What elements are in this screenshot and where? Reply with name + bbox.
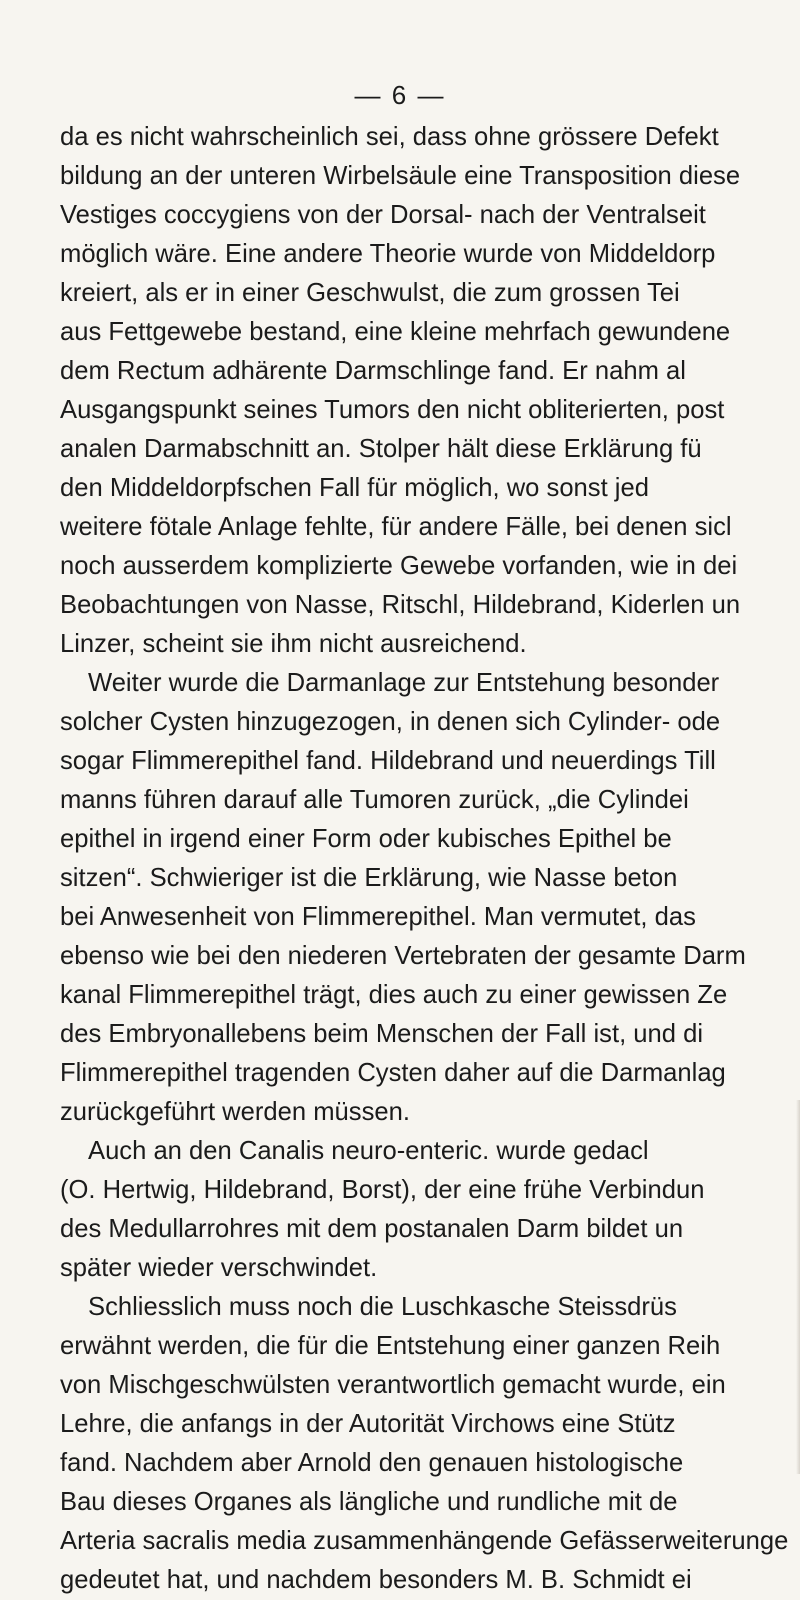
text-line: ebenso wie bei den niederen Vertebraten der gesamte Darm — [60, 942, 746, 970]
text-line: bei Anwesenheit von Flimmerepithel. Man vermutet, das — [60, 903, 696, 931]
text-line: später wieder verschwindet. — [60, 1254, 378, 1282]
paragraph-start-line: Auch an den Canalis neuro-enteric. wurde gedacl — [88, 1137, 649, 1165]
text-line: möglich wäre. Eine andere Theorie wurde von Middeldorp — [60, 240, 716, 268]
paragraph-start-line: Weiter wurde die Darmanlage zur Entstehung besonder — [88, 669, 720, 697]
text-line: erwähnt werden, die für die Entstehung einer ganzen Reih — [60, 1332, 721, 1360]
text-line: zurückgeführt werden müssen. — [60, 1098, 410, 1126]
text-line: Lehre, die anfangs in der Autorität Virchows eine Stütz — [60, 1410, 676, 1438]
text-line: des Embryonallebens beim Menschen der Fall ist, und di — [60, 1020, 704, 1048]
text-line: Flimmerepithel tragenden Cysten daher auf die Darmanlag — [60, 1059, 726, 1087]
text-line: des Medullarrohres mit dem postanalen Darm bildet un — [60, 1215, 684, 1243]
text-line: weitere fötale Anlage fehlte, für andere Fälle, bei denen sicl — [60, 513, 732, 541]
text-line: von Mischgeschwülsten verantwortlich gemacht wurde, ein — [60, 1371, 726, 1399]
text-line: epithel in irgend einer Form oder kubisches Epithel be — [60, 825, 672, 853]
text-line: Vestiges coccygiens von der Dorsal- nach der Ventralseit — [60, 201, 706, 229]
text-line: da es nicht wahrscheinlich sei, dass ohne grössere Defekt — [60, 123, 719, 151]
text-line: bildung an der unteren Wirbelsäule eine Transposition diese — [60, 162, 741, 190]
text-line: dem Rectum adhärente Darmschlinge fand. Er nahm al — [60, 357, 686, 385]
text-line: Arteria sacralis media zusammenhängende Gefässerweiterunge — [60, 1527, 789, 1555]
page-edge-shadow — [796, 1100, 800, 1474]
text-line: kreiert, als er in einer Geschwulst, die zum grossen Tei — [60, 279, 680, 307]
text-line: sitzen“. Schwieriger ist die Erklärung, wie Nasse beton — [60, 864, 678, 892]
text-line: sogar Flimmerepithel fand. Hildebrand und neuerdings Till — [60, 747, 716, 775]
text-line: aus Fettgewebe bestand, eine kleine mehrfach gewundene — [60, 318, 731, 346]
paragraph-start-line: Schliesslich muss noch die Luschkasche Steissdrüs — [88, 1293, 677, 1321]
text-line: kanal Flimmerepithel trägt, dies auch zu einer gewissen Ze — [60, 981, 728, 1009]
text-line: gedeutet hat, und nachdem besonders M. B. Schmidt ei — [60, 1566, 692, 1594]
text-line: solcher Cysten hinzugezogen, in denen sich Cylinder- ode — [60, 708, 721, 736]
text-line: Linzer, scheint sie ihm nicht ausreichend. — [60, 630, 527, 658]
text-line: analen Darmabschnitt an. Stolper hält diese Erklärung fü — [60, 435, 702, 463]
text-line: den Middeldorpfschen Fall für möglich, wo sonst jed — [60, 474, 649, 502]
text-line: Ausgangspunkt seines Tumors den nicht obliterierten, post — [60, 396, 725, 424]
text-line: (O. Hertwig, Hildebrand, Borst), der eine frühe Verbindun — [60, 1176, 705, 1204]
body-text — [60, 118, 800, 1600]
text-line: Bau dieses Organes als längliche und rundliche mit de — [60, 1488, 678, 1516]
text-line: noch ausserdem komplizierte Gewebe vorfanden, wie in dei — [60, 552, 738, 580]
page-number: — 6 — — [354, 80, 446, 110]
text-line: Beobachtungen von Nasse, Ritschl, Hildebrand, Kiderlen un — [60, 591, 741, 619]
text-line: manns führen darauf alle Tumoren zurück, „die Cylindei — [60, 786, 689, 814]
text-line: fand. Nachdem aber Arnold den genauen histologische — [60, 1449, 684, 1477]
